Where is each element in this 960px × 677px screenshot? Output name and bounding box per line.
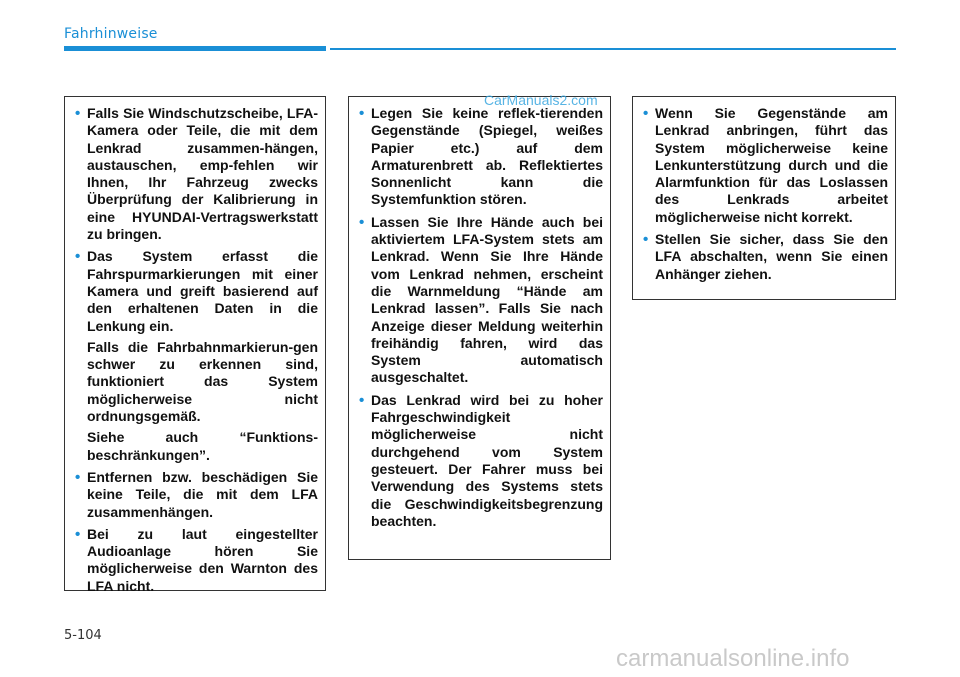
page-number: 5-104	[64, 628, 102, 643]
paragraph-item: Falls die Fahrbahnmarkierun-gen schwer zu erkennen sind, funktioniert das System möglicherweise nicht ordnungsgemäß.	[87, 338, 318, 425]
paragraph-item: Siehe auch “Funktions-beschränkungen”.	[87, 429, 318, 463]
header-rule-thin	[330, 48, 896, 50]
notice-box-left	[64, 96, 326, 594]
notice-box-right	[632, 96, 896, 300]
bullet-item: • Das System erfasst die Fahrspurmarkierungen mit einer Kamera und greift basierend auf den erhaltenen Daten in die Lenkung ein.	[75, 248, 318, 334]
bullet-item: • Falls Sie Windschutzscheibe, LFA-Kamera oder Teile, die mit dem Lenkrad zusammen-hängen, austauschen, emp-fehlen wir Ihnen, Ihr Fahrzeug zwecks Überprüfung der Kalibrierung in eine HYUNDAI-Vertragswerkstatt zu bringen.	[75, 105, 318, 243]
bullet-item: • Wenn Sie Gegenstände am Lenkrad anbringen, führt das System möglicherweise keine Lenkunterstützung durch und die Alarmfunktion für das Loslassen des Lenkrads arbeitet möglicherweise nicht korrekt.	[643, 105, 888, 226]
bullet-item: • Entfernen bzw. beschädigen Sie keine Teile, die mit dem LFA zusammenhängen.	[75, 469, 318, 521]
bullet-item: • Das Lenkrad wird bei zu hoher Fahrgeschwindigkeit möglicherweise nicht durchgehend vom System gesteuert. Der Fahrer muss bei Verwendung des Systems stets die Geschwindigkeitsbegrenzung beachten.	[359, 392, 603, 530]
bullet-item: • Bei zu laut eingestellter Audioanlage hören Sie möglicherweise den Warnton des LFA nicht.	[75, 526, 318, 595]
watermark-bottom: carmanualsonline.info	[616, 645, 850, 672]
bullet-item: • Stellen Sie sicher, dass Sie den LFA abschalten, wenn Sie einen Anhänger ziehen.	[643, 231, 888, 283]
section-title: Fahrhinweise	[64, 26, 158, 42]
header-rule-thick	[64, 46, 326, 51]
watermark-top: CarManuals2.com	[484, 92, 598, 108]
bullet-item: • Legen Sie keine reflek-tierenden Gegenstände (Spiegel, weißes Papier etc.) auf dem Armaturenbrett ab. Reflektiertes Sonnenlicht kann die Systemfunktion stören.	[359, 105, 603, 209]
notice-box-middle	[348, 96, 611, 560]
bullet-item: • Lassen Sie Ihre Hände auch bei aktiviertem LFA-System stets am Lenkrad. Wenn Sie Ihre Hände vom Lenkrad nehmen, erscheint die Warnmeldung “Hände am Lenkrad lassen”. Falls Sie nach Anzeige dieser Meldung weiterhin freihändig fahren, wird das System automatisch ausgeschaltet.	[359, 214, 603, 387]
